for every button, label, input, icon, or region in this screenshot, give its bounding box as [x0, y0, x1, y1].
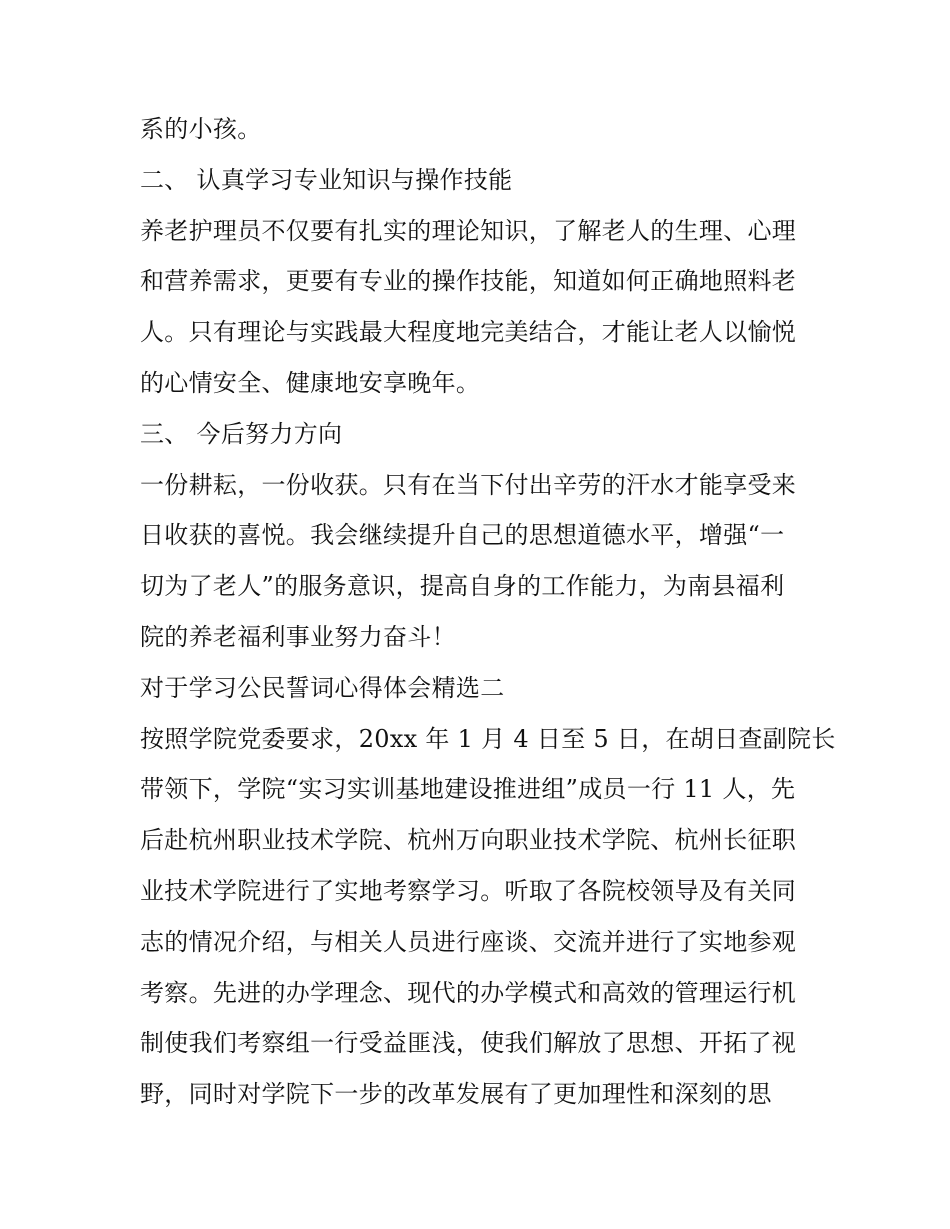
text-line: 一份耕耘，一份收获。只有在当下付出辛劳的汗水才能享受来 [140, 470, 797, 499]
text-line: 和营养需求，更要有专业的操作技能，知道如何正确地照料老 [140, 267, 797, 296]
text-line: 切为了老人”的服务意识，提高自身的工作能力，为南县福利 [140, 572, 785, 601]
text-line: 日收获的喜悦。我会继续提升自己的思想道德水平，增强“一 [140, 521, 785, 550]
text-line: 野，同时对学院下一步的改革发展有了更加理性和深刻的思 [140, 1080, 772, 1109]
text-line: 带领下，学院“实习实训基地建设推进组”成员一行 11 人，先 [140, 775, 796, 804]
text-line: 的心情安全、健康地安享晚年。 [140, 368, 481, 397]
article-title: 对于学习公民誓词心得体会精选二 [140, 673, 505, 702]
text-line: 系的小孩。 [140, 115, 262, 143]
text-line: 制使我们考察组一行受益匪浅，使我们解放了思想、开拓了视 [140, 1029, 797, 1058]
text-line: 后赴杭州职业技术学院、杭州万向职业技术学院、杭州长征职 [140, 826, 797, 855]
text-line: 院的养老福利事业努力奋斗！ [140, 622, 456, 651]
text-line: 养老护理员不仅要有扎实的理论知识，了解老人的生理、心理 [140, 216, 797, 245]
section-heading-3: 三、 今后努力方向 [140, 419, 343, 448]
text-line: 志的情况介绍，与相关人员进行座谈、交流并进行了实地参观 [140, 927, 797, 956]
text-line: 业技术学院进行了实地考察学习。听取了各院校领导及有关同 [140, 876, 797, 905]
text-line: 人。只有理论与实践最大程度地完美结合，才能让老人以愉悦 [140, 318, 797, 347]
text-line: 考察。先进的办学理念、现代的办学模式和高效的管理运行机 [140, 978, 797, 1007]
section-heading-2: 二、 认真学习专业知识与操作技能 [140, 165, 513, 194]
text-line: 按照学院党委要求，20xx 年 1 月 4 日至 5 日，在胡日查副院长 [140, 724, 836, 753]
document-body [140, 104, 836, 1120]
